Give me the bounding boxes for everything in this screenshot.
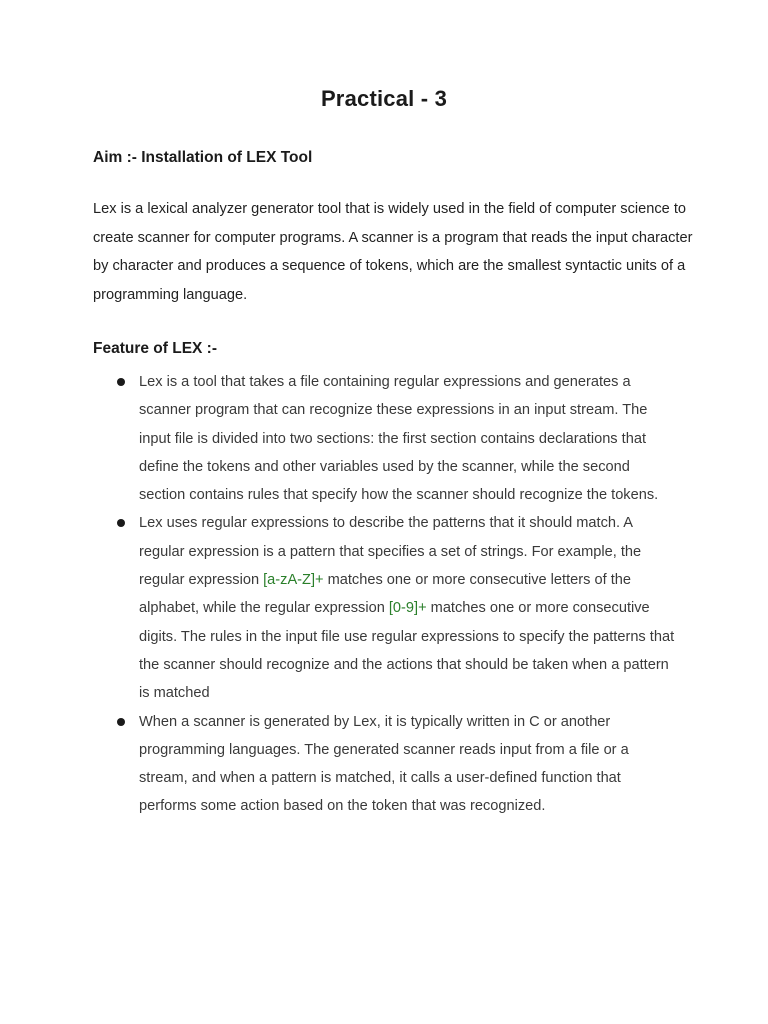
page-title: Practical - 3: [320, 86, 448, 111]
bullet-text: When a scanner is generated by Lex, it is typically written in C or another programming languages. The generated scanner reads input from a file or a stream, and when a pattern is matched, it calls a user-defined function that performs some action based on the token that was recognized.: [139, 713, 629, 815]
bullet-icon: [117, 519, 125, 527]
bullet-icon: [117, 718, 125, 726]
bullet-text: Lex is a tool that takes a file containing regular expressions and generates a scanner program that can recognize these expressions in an input stream. The input file is divided into two sections: the first section contains declarations that define the tokens and other variables used by the scanner, while the second section contains rules that specify how the scanner should recognize the tokens.: [139, 374, 659, 504]
bullet-text-part: matches one or more consecutive letters of the alphabet, while the regular expression: [139, 572, 631, 617]
list-item: [114, 509, 680, 707]
bullet-text: [139, 515, 674, 701]
list-item: [114, 368, 680, 509]
bullet-text-part: matches one or more consecutive digits. The rules in the input file use regular expressions to specify the patterns that the scanner should recognize and the actions that should be taken when a pattern is matched: [139, 600, 675, 702]
aim-heading: Aim :- Installation of LEX Tool: [93, 149, 313, 166]
features-heading: Feature of LEX :-: [93, 340, 218, 357]
regex-code: [0-9]+: [388, 600, 427, 617]
intro-paragraph: Lex is a lexical analyzer generator tool that is widely used in the field of computer science to create scanner for computer programs. A scanner is a program that reads the input character by character and produces a sequence of tokens, which are the smallest syntactic units of a programming language.: [93, 201, 693, 303]
bullet-icon: [117, 378, 125, 386]
list-item: [114, 708, 680, 821]
bullet-text-part: Lex uses regular expressions to describe the patterns that it should match. A regular expression is a pattern that specifies a set of strings. For example, the regular expression: [139, 515, 642, 589]
regex-code: [a-zA-Z]+: [263, 572, 324, 589]
features-list: [114, 368, 680, 821]
